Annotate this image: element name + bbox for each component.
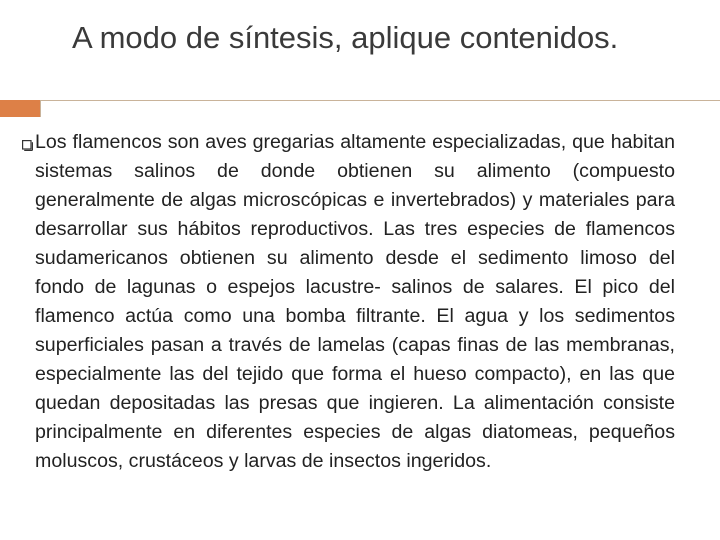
title-divider-tick	[40, 100, 41, 117]
slide-title: A modo de síntesis, aplique contenidos.	[72, 20, 619, 55]
bullet-paragraph: Los flamencos son aves gregarias altamente especializadas, que habitan sistemas salinos de donde obtienen su alimento (compuesto generalmente de algas microscópicas e invertebrados) y materiales para desarrollar sus hábitos reproductivos. Las tres especies de flamencos sudamericanos obtienen su alimento desde el sedimento limoso del fondo de lagunas o espejos lacustre- salinos de salares. El pico del flamenco actúa como una bomba filtrante. El agua y los sedimentos superficiales pasan a través de lamelas (capas finas de las membranas, especialmente las del tejido que forma el hueso compacto), en las que quedan depositadas las presas que ingieren. La alimentación consiste principalmente en diferentes especies de algas diatomeas, pequeños moluscos, crustáceos y larvas de insectos ingeridos.	[35, 131, 675, 472]
title-divider	[40, 100, 720, 101]
accent-bar	[0, 100, 40, 117]
hollow-square-bullet-icon	[22, 140, 33, 151]
